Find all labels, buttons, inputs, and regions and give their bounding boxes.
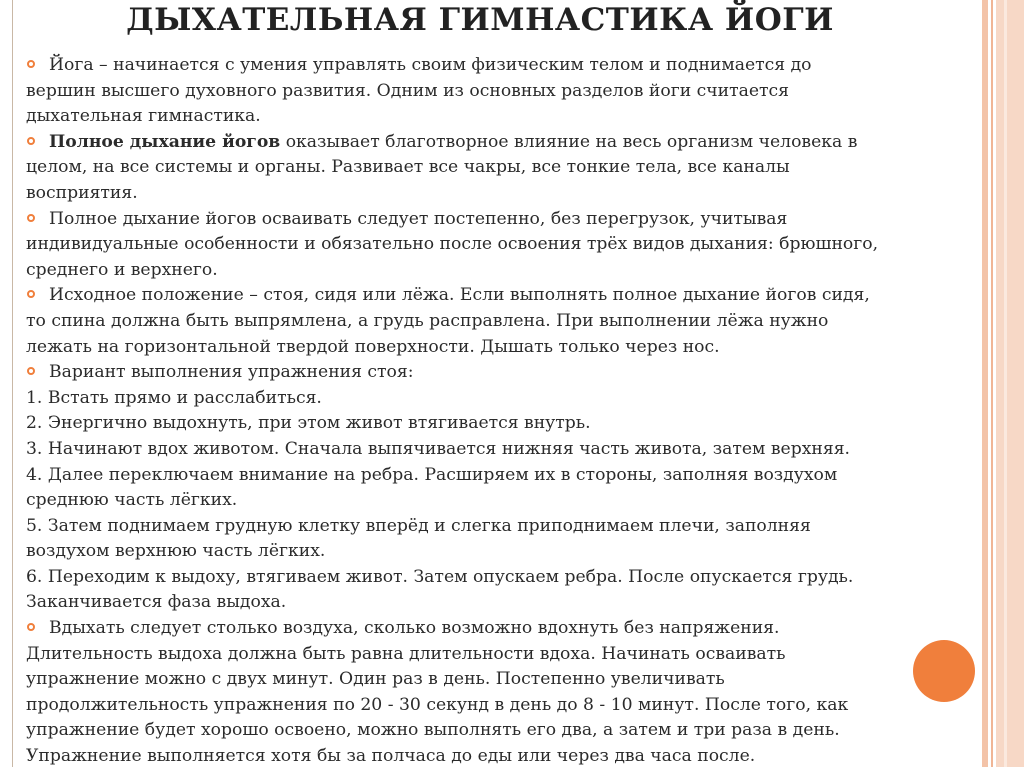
text-line (26, 693, 981, 719)
text-line (26, 718, 981, 744)
line-text: 1. Встать прямо и расслабиться. (26, 387, 322, 408)
line-text: Заканчивается фаза выдоха. (26, 592, 287, 613)
slide-body (26, 53, 981, 770)
line-text: Длительность выдоха должна быть равна длительности вдоха. Начинать осваивать (26, 643, 786, 664)
bullet-line (26, 53, 981, 79)
slide-title: ДЫХАТЕЛЬНАЯ ГИМНАСТИКА ЙОГИ (126, 2, 834, 38)
line-text: восприятия. (26, 182, 138, 203)
text-line (26, 539, 981, 565)
text-line (26, 667, 981, 693)
text-line (26, 79, 981, 105)
text-line (26, 181, 981, 207)
line-text: дыхательная гимнастика. (26, 106, 261, 127)
line-text: лежать на горизонтальной твердой поверхности. Дышать только через нос. (26, 336, 720, 357)
text-line (26, 744, 981, 770)
text-line (26, 642, 981, 668)
line-text: индивидуальные особенности и обязательно после освоения трёх видов дыхания: брюшного, (26, 234, 879, 255)
text-line (26, 258, 981, 284)
text-line (26, 463, 981, 489)
bullet-circle-icon (27, 290, 35, 298)
text-line (26, 437, 981, 463)
line-text: 4. Далее переключаем внимание на ребра. Расширяем их в стороны, заполняя воздухом (26, 464, 838, 485)
line-text: 2. Энергично выдохнуть, при этом живот втягивается внутрь. (26, 413, 591, 434)
text-line (26, 309, 981, 335)
bullet-circle-icon (27, 367, 35, 375)
bullet-circle-icon (27, 623, 35, 631)
line-text: Вариант выполнения упражнения стоя: (49, 362, 414, 383)
text-line (26, 514, 981, 540)
line-text: вершин высшего духовного развития. Одним из основных разделов йоги считается (26, 80, 789, 101)
line-text: Вдыхать следует столько воздуха, сколько возможно вдохнуть без напряжения. (49, 618, 780, 639)
bullet-circle-icon (27, 137, 35, 145)
text-line (26, 488, 981, 514)
text-line (26, 565, 981, 591)
decorative-stripe (1004, 0, 1007, 767)
bold-phrase: Полное дыхание йогов (49, 131, 281, 152)
bullet-line (26, 207, 981, 233)
line-text: целом, на все системы и органы. Развивает все чакры, все тонкие тела, все каналы (26, 157, 790, 178)
line-text: то спина должна быть выпрямлена, а грудь расправлена. При выполнении лёжа нужно (26, 310, 829, 331)
line-text: 6. Переходим к выдоху, втягиваем живот. Затем опускаем ребра. После опускается грудь. (26, 566, 854, 587)
bullet-line (26, 130, 981, 156)
line-text: оказывает благотворное влияние на весь организм человека в (280, 131, 858, 152)
line-text: 3. Начинают вдох животом. Сначала выпячивается нижняя часть живота, затем верхняя. (26, 438, 851, 459)
line-text: Упражнение выполняется хотя бы за полчаса до еды или через два часа после. (26, 746, 756, 767)
bullet-line (26, 283, 981, 309)
decorative-stripe (982, 0, 988, 767)
decorative-stripe (996, 0, 1024, 767)
bullet-line (26, 616, 981, 642)
line-text: Исходное положение – стоя, сидя или лёжа. Если выполнять полное дыхание йогов сидя, (49, 285, 870, 306)
line-text: среднюю часть лёгких. (26, 490, 238, 511)
line-text: воздухом верхнюю часть лёгких. (26, 541, 326, 562)
line-text: упражнение можно с двух минут. Один раз в день. Постепенно увеличивать (26, 669, 725, 690)
line-text: среднего и верхнего. (26, 259, 218, 280)
line-text: Йога – начинается с умения управлять своим физическим телом и поднимается до (49, 55, 812, 75)
decorative-stripe (991, 0, 993, 767)
line-text: 5. Затем поднимаем грудную клетку вперёд и слегка приподнимаем плечи, заполняя (26, 515, 811, 536)
text-line (26, 155, 981, 181)
bullet-line (26, 360, 981, 386)
text-line (26, 335, 981, 361)
text-line (26, 104, 981, 130)
text-line (26, 590, 981, 616)
line-text: упражнение будет хорошо освоено, можно выполнять его два, а затем и три раза в день. (26, 720, 840, 741)
text-line (26, 386, 981, 412)
text-line (26, 411, 981, 437)
bullet-circle-icon (27, 60, 35, 68)
line-text: продолжительность упражнения по 20 - 30 секунд в день до 8 - 10 минут. После того, как (26, 694, 849, 715)
line-text: Полное дыхание йогов осваивать следует постепенно, без перегрузок, учитывая (49, 208, 788, 229)
decorative-circle-icon (913, 640, 975, 702)
text-line (26, 232, 981, 258)
bullet-circle-icon (27, 214, 35, 222)
